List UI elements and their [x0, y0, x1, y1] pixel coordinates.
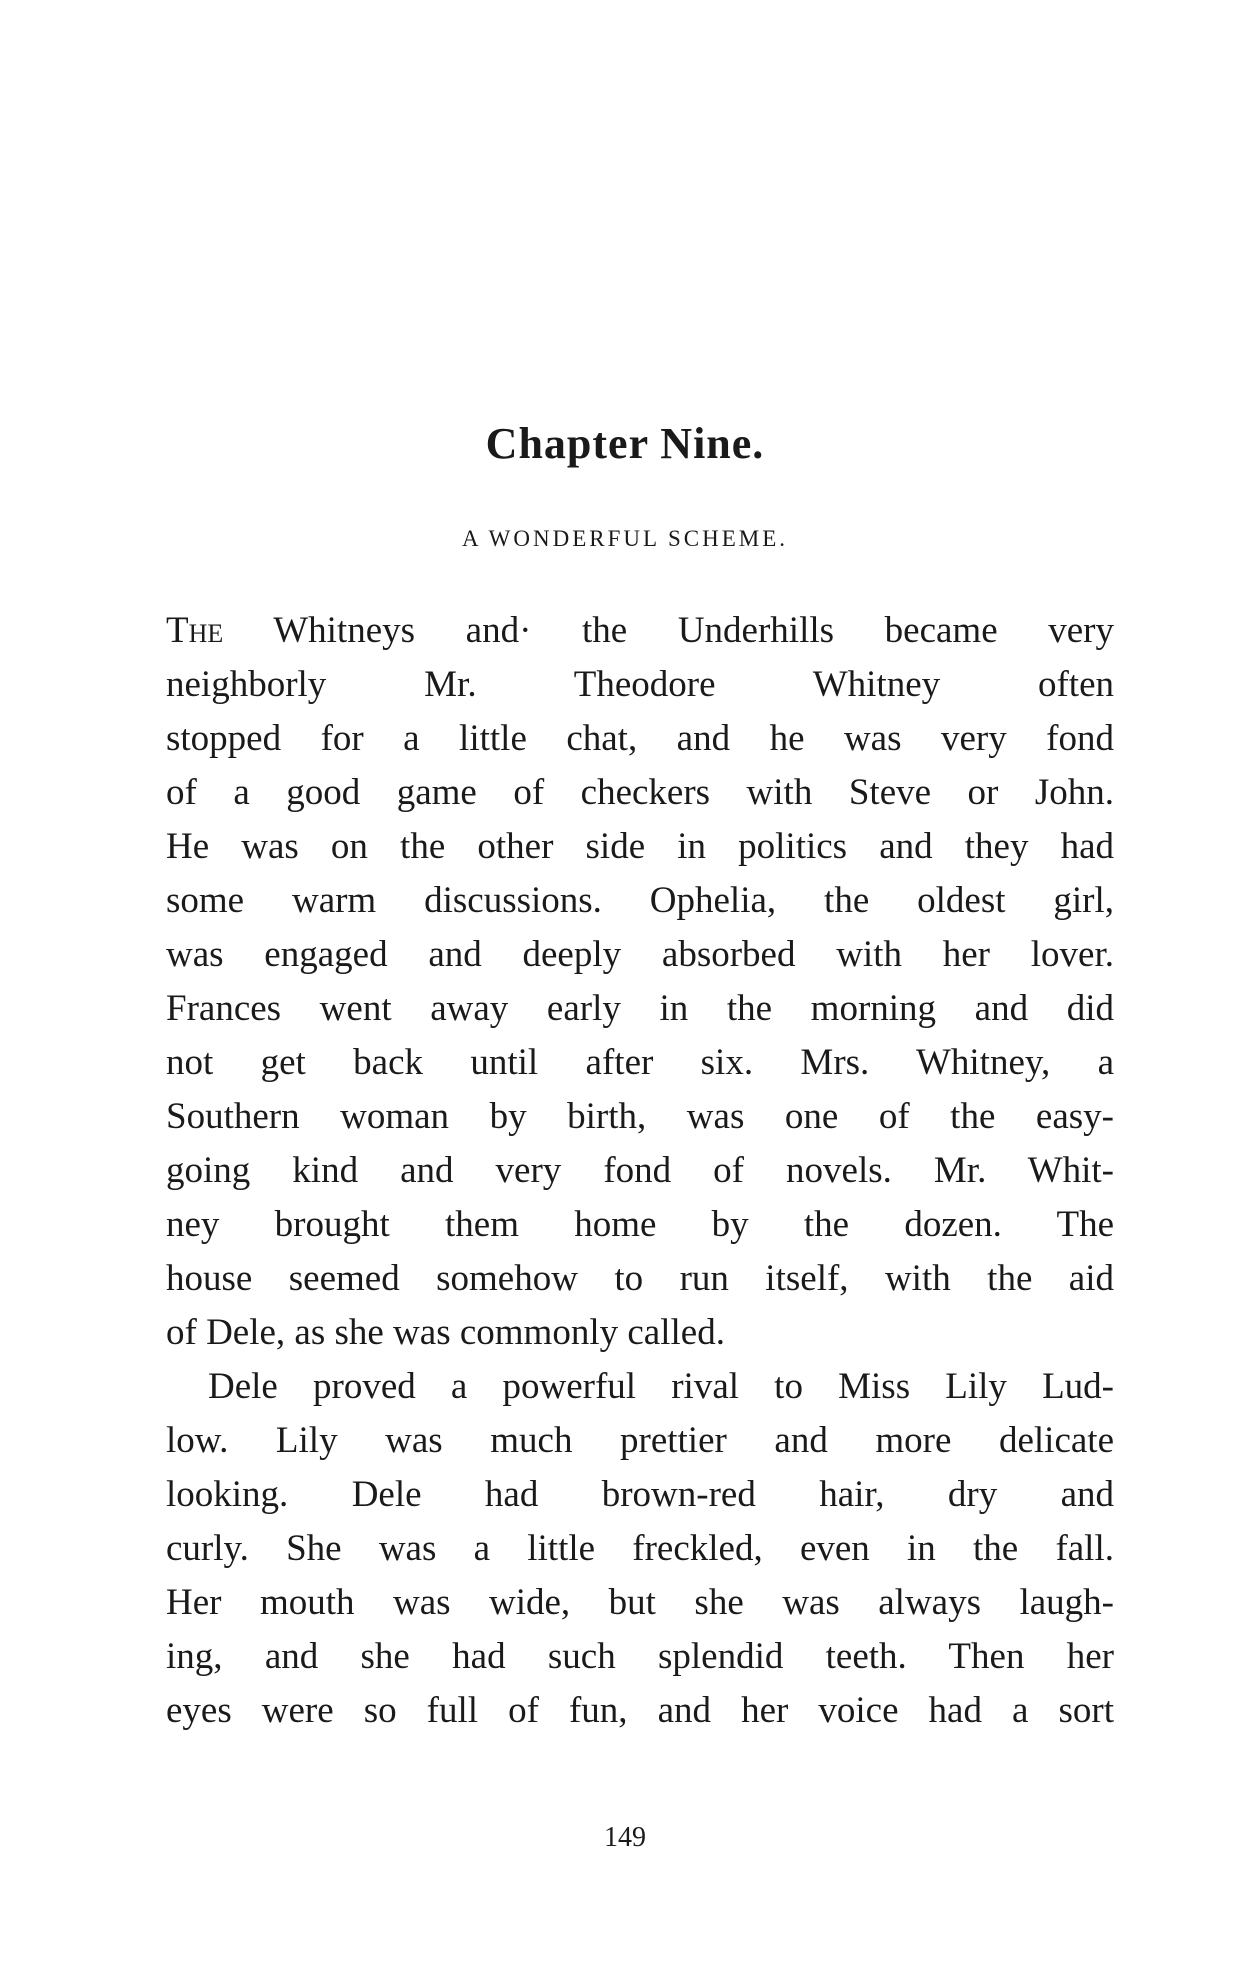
text-line: low. Lily was much prettier and more delicate [166, 1420, 1114, 1461]
text-line: of a good game of checkers with Steve or John. [166, 772, 1114, 813]
text-line: ney brought them home by the dozen. The [166, 1204, 1114, 1245]
text-line: some warm discussions. Ophelia, the oldest girl, [166, 880, 1114, 921]
text-line-rest: Whitneys and· the Underhills became very [223, 610, 1114, 651]
text-line: Her mouth was wide, but she was always laugh- [166, 1582, 1114, 1623]
text-line: stopped for a little chat, and he was very fond [166, 718, 1114, 759]
text-line: house seemed somehow to run itself, with the aid [166, 1258, 1114, 1299]
text-line: curly. She was a little freckled, even in the fall. [166, 1528, 1114, 1569]
text-line: neighborly Mr. Theodore Whitney often [166, 664, 1114, 705]
text-line: looking. Dele had brown-red hair, dry and [166, 1474, 1114, 1515]
text-line: Frances went away early in the morning and did [166, 988, 1114, 1029]
text-line: going kind and very fond of novels. Mr. Whit- [166, 1150, 1114, 1191]
text-line: Southern woman by birth, was one of the easy- [166, 1096, 1114, 1137]
text-line: ing, and she had such splendid teeth. Then her [166, 1636, 1114, 1677]
text-line: was engaged and deeply absorbed with her lover. [166, 934, 1114, 975]
chapter-subtitle: A WONDERFUL SCHEME. [462, 526, 788, 551]
text-line: eyes were so full of fun, and her voice had a sort [166, 1690, 1114, 1731]
text-line: Dele proved a powerful rival to Miss Lily Lud- [208, 1366, 1114, 1407]
chapter-title: Chapter Nine. [485, 419, 765, 468]
text-line [166, 604, 1114, 658]
text-line: He was on the other side in politics and they had [166, 826, 1114, 867]
text-line: of Dele, as she was commonly called. [166, 1312, 725, 1353]
page-number: 149 [604, 1822, 646, 1853]
lead-word: The [166, 610, 224, 651]
body-text [166, 604, 1114, 1738]
text-line: not get back until after six. Mrs. Whitney, a [166, 1042, 1114, 1083]
